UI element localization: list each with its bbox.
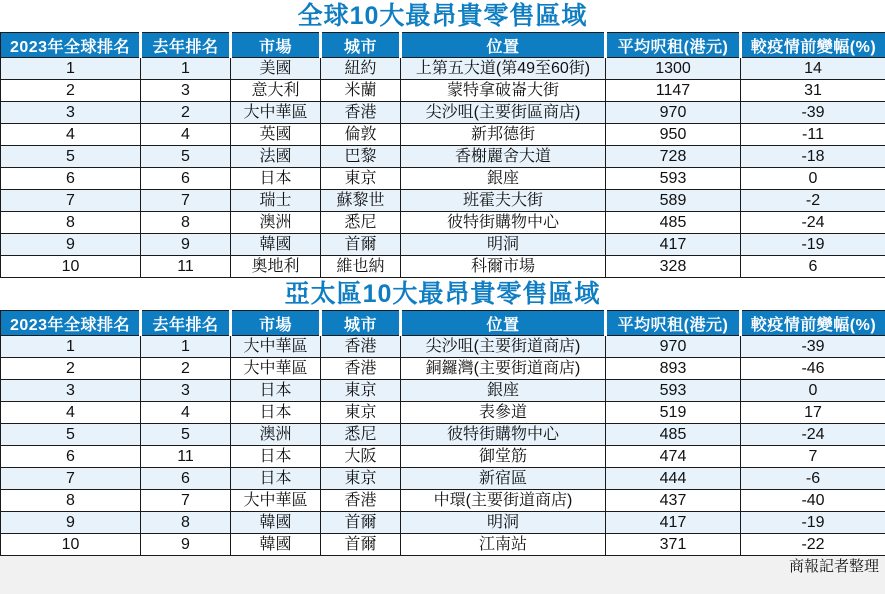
cell: -39 xyxy=(741,102,885,124)
cell: 2 xyxy=(1,80,141,102)
header-row xyxy=(1,311,885,336)
cell: 倫敦 xyxy=(321,124,401,146)
source-note: 商報記者整理 xyxy=(0,556,885,594)
cell: -18 xyxy=(741,146,885,168)
column-header: 去年排名 xyxy=(141,33,231,58)
column-header: 較疫情前變幅(%) xyxy=(741,311,885,336)
cell: -39 xyxy=(741,336,885,358)
cell: 6 xyxy=(141,468,231,490)
cell: -24 xyxy=(741,212,885,234)
cell: 371 xyxy=(606,534,741,556)
cell: 大中華區 xyxy=(231,358,321,380)
cell: 澳洲 xyxy=(231,424,321,446)
cell: 韓國 xyxy=(231,512,321,534)
cell: 3 xyxy=(1,102,141,124)
table-body xyxy=(1,58,885,278)
cell: 中環(主要街道商店) xyxy=(401,490,606,512)
cell: 31 xyxy=(741,80,885,102)
table-row xyxy=(1,58,885,80)
cell: 香港 xyxy=(321,102,401,124)
cell: 1 xyxy=(1,336,141,358)
cell: 東京 xyxy=(321,380,401,402)
cell: 893 xyxy=(606,358,741,380)
cell: 上第五大道(第49至60街) xyxy=(401,58,606,80)
cell: 7 xyxy=(1,468,141,490)
cell: 474 xyxy=(606,446,741,468)
cell: 大中華區 xyxy=(231,490,321,512)
table-body xyxy=(1,336,885,556)
table-row xyxy=(1,102,885,124)
cell: 日本 xyxy=(231,446,321,468)
cell: 彼特街購物中心 xyxy=(401,424,606,446)
cell: 東京 xyxy=(321,402,401,424)
cell: 5 xyxy=(1,146,141,168)
cell: 2 xyxy=(141,358,231,380)
cell: 7 xyxy=(1,190,141,212)
table-row xyxy=(1,336,885,358)
cell: 香港 xyxy=(321,358,401,380)
cell: -6 xyxy=(741,468,885,490)
column-header: 平均呎租(港元) xyxy=(606,33,741,58)
apac-top10-table xyxy=(0,310,885,556)
cell: 444 xyxy=(606,468,741,490)
table-row xyxy=(1,446,885,468)
cell: 韓國 xyxy=(231,534,321,556)
table-row xyxy=(1,168,885,190)
cell: 6 xyxy=(141,168,231,190)
cell: 奧地利 xyxy=(231,256,321,278)
cell: 4 xyxy=(141,124,231,146)
cell: 香港 xyxy=(321,490,401,512)
cell: 589 xyxy=(606,190,741,212)
table-row xyxy=(1,80,885,102)
cell: 9 xyxy=(1,234,141,256)
column-header: 較疫情前變幅(%) xyxy=(741,33,885,58)
cell: 0 xyxy=(741,380,885,402)
cell: 韓國 xyxy=(231,234,321,256)
cell: 新邦德街 xyxy=(401,124,606,146)
cell: 3 xyxy=(141,80,231,102)
cell: 6 xyxy=(741,256,885,278)
cell: 大阪 xyxy=(321,446,401,468)
global-table-title: 全球10大最昂貴零售區域 xyxy=(297,2,588,30)
cell: 6 xyxy=(1,168,141,190)
cell: 417 xyxy=(606,512,741,534)
cell: 銀座 xyxy=(401,168,606,190)
table-row xyxy=(1,358,885,380)
table-row xyxy=(1,256,885,278)
cell: 970 xyxy=(606,102,741,124)
table-row xyxy=(1,512,885,534)
cell: 意大利 xyxy=(231,80,321,102)
cell: 悉尼 xyxy=(321,424,401,446)
cell: 澳洲 xyxy=(231,212,321,234)
cell: 7 xyxy=(141,490,231,512)
cell: 巴黎 xyxy=(321,146,401,168)
cell: 御堂筋 xyxy=(401,446,606,468)
cell: 7 xyxy=(741,446,885,468)
cell: 9 xyxy=(141,534,231,556)
cell: -11 xyxy=(741,124,885,146)
cell: 593 xyxy=(606,168,741,190)
table-row xyxy=(1,534,885,556)
cell: 英國 xyxy=(231,124,321,146)
cell: 日本 xyxy=(231,168,321,190)
column-header: 平均呎租(港元) xyxy=(606,311,741,336)
cell: 4 xyxy=(1,402,141,424)
table-row xyxy=(1,490,885,512)
cell: 香榭麗舍大道 xyxy=(401,146,606,168)
cell: 593 xyxy=(606,380,741,402)
cell: 東京 xyxy=(321,168,401,190)
cell: 14 xyxy=(741,58,885,80)
table-row xyxy=(1,380,885,402)
table-row xyxy=(1,190,885,212)
cell: 1 xyxy=(141,58,231,80)
cell: 明洞 xyxy=(401,512,606,534)
cell: -24 xyxy=(741,424,885,446)
table-row xyxy=(1,468,885,490)
cell: 5 xyxy=(141,146,231,168)
cell: 11 xyxy=(141,256,231,278)
cell: 首爾 xyxy=(321,234,401,256)
cell: 10 xyxy=(1,534,141,556)
cell: 485 xyxy=(606,424,741,446)
cell: 5 xyxy=(1,424,141,446)
cell: 519 xyxy=(606,402,741,424)
column-header: 去年排名 xyxy=(141,311,231,336)
cell: 1 xyxy=(1,58,141,80)
cell: 首爾 xyxy=(321,534,401,556)
cell: 江南站 xyxy=(401,534,606,556)
global-top10-table xyxy=(0,32,885,278)
cell: 970 xyxy=(606,336,741,358)
table-row xyxy=(1,124,885,146)
cell: 3 xyxy=(1,380,141,402)
cell: 4 xyxy=(141,402,231,424)
cell: -46 xyxy=(741,358,885,380)
cell: 首爾 xyxy=(321,512,401,534)
column-header: 位置 xyxy=(401,33,606,58)
table-row xyxy=(1,424,885,446)
column-header: 2023年全球排名 xyxy=(1,33,141,58)
cell: 米蘭 xyxy=(321,80,401,102)
cell: -19 xyxy=(741,512,885,534)
column-header: 市場 xyxy=(231,33,321,58)
cell: 17 xyxy=(741,402,885,424)
cell: 日本 xyxy=(231,380,321,402)
cell: 尖沙咀(主要街道商店) xyxy=(401,336,606,358)
cell: 紐約 xyxy=(321,58,401,80)
cell: 2 xyxy=(141,102,231,124)
cell: 銅鑼灣(主要街道商店) xyxy=(401,358,606,380)
cell: 日本 xyxy=(231,468,321,490)
cell: 法國 xyxy=(231,146,321,168)
cell: 1300 xyxy=(606,58,741,80)
cell: -40 xyxy=(741,490,885,512)
cell: 大中華區 xyxy=(231,102,321,124)
cell: 728 xyxy=(606,146,741,168)
cell: 0 xyxy=(741,168,885,190)
cell: 8 xyxy=(1,212,141,234)
cell: 銀座 xyxy=(401,380,606,402)
cell: 1147 xyxy=(606,80,741,102)
cell: 尖沙咀(主要街區商店) xyxy=(401,102,606,124)
header-row xyxy=(1,33,885,58)
cell: 美國 xyxy=(231,58,321,80)
cell: 9 xyxy=(1,512,141,534)
cell: 悉尼 xyxy=(321,212,401,234)
cell: -19 xyxy=(741,234,885,256)
cell: 9 xyxy=(141,234,231,256)
cell: 437 xyxy=(606,490,741,512)
cell: 485 xyxy=(606,212,741,234)
cell: 東京 xyxy=(321,468,401,490)
cell: 表參道 xyxy=(401,402,606,424)
cell: 1 xyxy=(141,336,231,358)
cell: 香港 xyxy=(321,336,401,358)
cell: 328 xyxy=(606,256,741,278)
cell: 2 xyxy=(1,358,141,380)
cell: 日本 xyxy=(231,402,321,424)
column-header: 市場 xyxy=(231,311,321,336)
cell: 彼特街購物中心 xyxy=(401,212,606,234)
cell: 新宿區 xyxy=(401,468,606,490)
cell: 維也納 xyxy=(321,256,401,278)
cell: 8 xyxy=(141,212,231,234)
cell: 11 xyxy=(141,446,231,468)
table-row xyxy=(1,402,885,424)
column-header: 2023年全球排名 xyxy=(1,311,141,336)
cell: 明洞 xyxy=(401,234,606,256)
cell: 瑞士 xyxy=(231,190,321,212)
cell: 8 xyxy=(141,512,231,534)
cell: 班霍夫大街 xyxy=(401,190,606,212)
column-header: 城市 xyxy=(321,311,401,336)
cell: 蒙特拿破崙大街 xyxy=(401,80,606,102)
cell: 3 xyxy=(141,380,231,402)
cell: 10 xyxy=(1,256,141,278)
cell: 6 xyxy=(1,446,141,468)
cell: 950 xyxy=(606,124,741,146)
column-header: 位置 xyxy=(401,311,606,336)
cell: 7 xyxy=(141,190,231,212)
cell: 大中華區 xyxy=(231,336,321,358)
cell: 4 xyxy=(1,124,141,146)
table-row xyxy=(1,212,885,234)
cell: 417 xyxy=(606,234,741,256)
cell: 科爾市場 xyxy=(401,256,606,278)
cell: 5 xyxy=(141,424,231,446)
apac-table-title: 亞太區10大最昂貴零售區域 xyxy=(284,280,601,308)
table-row xyxy=(1,146,885,168)
cell: 8 xyxy=(1,490,141,512)
table-row xyxy=(1,234,885,256)
column-header: 城市 xyxy=(321,33,401,58)
cell: -22 xyxy=(741,534,885,556)
cell: -2 xyxy=(741,190,885,212)
cell: 蘇黎世 xyxy=(321,190,401,212)
